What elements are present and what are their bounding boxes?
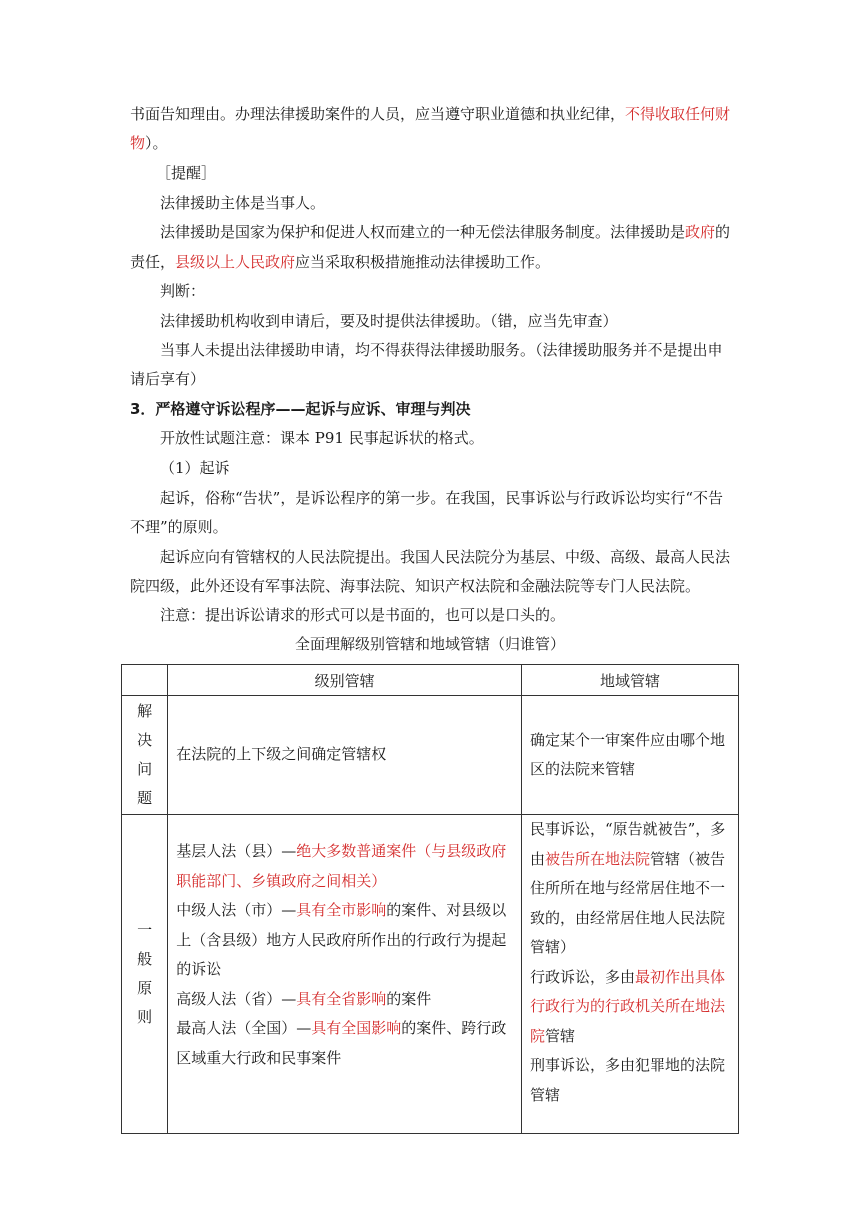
cell-line: 管辖 [529, 1085, 560, 1104]
header-cell: 地域管辖 [521, 665, 738, 696]
text: 基层人法（县）— [176, 842, 297, 860]
label-char: 一 [137, 921, 153, 939]
highlight-text: 政府 [685, 223, 716, 241]
paragraph-line: 不理”的原则。 [130, 518, 228, 536]
label-char: 决 [137, 731, 153, 749]
text: 最高人法（全国）— [176, 1019, 312, 1037]
highlight-text: 具有全国影响 [311, 1019, 402, 1037]
highlight-text: 院 [529, 1026, 545, 1045]
text: 的 [715, 223, 731, 241]
jurisdiction-table [121, 664, 739, 1134]
judge-item-cont: 请后享有） [130, 370, 206, 388]
paragraph-line: 起诉，俗称“告状”，是诉讼程序的第一步。在我国，民事诉讼与行政诉讼均实行“不告 [160, 489, 724, 507]
table-cell [521, 696, 738, 815]
cell-line [530, 963, 730, 993]
section-title: 3．严格遵守诉讼程序——起诉与应诉、审理与判决 [130, 400, 471, 418]
label-char: 则 [137, 1008, 153, 1026]
table-caption: 全面理解级别管辖和地域管辖（归谁管） [294, 635, 565, 653]
cell-line: 刑事诉讼，多由犯罪地的法院 [529, 1056, 725, 1074]
table-cell: 在法院的上下级之间确定管辖权 [168, 696, 522, 815]
highlight-text: 不得收取任何财 [625, 105, 731, 123]
table-header-row [122, 665, 739, 696]
note-open: 开放性试题注意：课本 P91 民事起诉状的格式。 [160, 429, 484, 447]
text: 中级人法（市）— [176, 901, 297, 919]
table-row [122, 696, 739, 815]
reminder-heading: ［提醒］ [156, 164, 217, 182]
paragraph-line [130, 252, 550, 272]
cell-line: 管辖） [529, 938, 575, 956]
highlight-text: 具有全市影响 [296, 901, 387, 919]
judge-heading: 判断： [160, 282, 206, 300]
label-char: 问 [137, 760, 153, 778]
paragraph-line: 院四级，此外还设有军事法院、海事法院、知识产权法院和金融法院等专门人民法院。 [130, 577, 701, 595]
subheading: （1）起诉 [160, 459, 230, 477]
label-char: 解 [137, 702, 153, 720]
cell-line [176, 1014, 513, 1044]
highlight-text: 被告所在地法院 [544, 849, 650, 868]
cell-line: 民事诉讼，“原告就被告”，多 [529, 820, 726, 838]
text: 的案件、对县级以 [386, 901, 507, 919]
table-row [122, 815, 739, 1134]
text: 管辖（被告 [649, 849, 725, 868]
label-char: 般 [137, 950, 153, 968]
reminder-subject: 法律援助主体是当事人。 [160, 194, 326, 212]
cell-line: 住所所在地与经常居住地不一 [529, 879, 725, 897]
label-char: 原 [137, 979, 153, 997]
cell-line [176, 896, 513, 926]
text: 行政诉讼，多由 [529, 967, 635, 986]
row-label [122, 696, 168, 815]
cell-line: 区域重大行政和民事案件 [176, 1048, 342, 1067]
paragraph-line: 起诉应向有管辖权的人民法院提出。我国人民法院分为基层、中级、高级、最高人民法 [160, 548, 731, 566]
row-label [122, 815, 168, 1134]
cell-line [530, 845, 730, 875]
table-cell [168, 815, 522, 1134]
text: 管辖 [544, 1026, 575, 1045]
cell-line: 上（含县级）地方人民政府所作出的行政行为提起 [176, 930, 507, 949]
paragraph-line [130, 104, 730, 124]
text: 由 [529, 849, 545, 868]
text: 高级人法（省）— [176, 989, 297, 1008]
header-cell: 级别管辖 [168, 665, 522, 696]
cell-line [176, 837, 513, 867]
text: 法律援助是国家为保护和促进人权而建立的一种无偿法律服务制度。法律援助是 [160, 223, 686, 241]
text: 应当采取积极措施推动法律援助工作。 [295, 253, 551, 271]
judge-item: 当事人未提出法律援助申请，均不得获得法律援助服务。（法律援助服务并不是提出申 [160, 341, 723, 359]
highlight-text: 县级以上人民政府 [175, 253, 296, 271]
table-cell [521, 815, 738, 1134]
cell-line: 行政行为的行政机关所在地法 [529, 997, 725, 1015]
text: 责任， [130, 253, 176, 271]
cell-line: 职能部门、乡镇政府之间相关） [176, 871, 387, 890]
judge-item: 法律援助机构收到申请后，要及时提供法律援助。（错，应当先审查） [160, 312, 618, 330]
highlight-text: 最初作出具体 [634, 967, 725, 986]
text: ）。 [145, 134, 168, 152]
highlight-text: 绝大多数普通案件（与县级政府 [296, 842, 507, 860]
header-cell [122, 665, 168, 696]
cell-line: 确定某个一审案件应由哪个地 [529, 730, 725, 749]
text: 的案件 [386, 989, 432, 1008]
paragraph-line [160, 222, 730, 242]
text: 的案件、跨行政 [401, 1019, 507, 1037]
paragraph-line [130, 133, 168, 153]
cell-line [176, 985, 513, 1015]
highlight-text: 具有全省影响 [296, 989, 387, 1008]
cell-line [530, 1022, 730, 1052]
cell-line: 的诉讼 [176, 960, 222, 978]
text: 书面告知理由。办理法律援助案件的人员，应当遵守职业道德和执业纪律， [130, 105, 626, 123]
label-char: 题 [137, 789, 153, 807]
cell-line: 区的法院来管辖 [529, 760, 635, 778]
cell-line: 致的，由经常居住地人民法院 [529, 908, 725, 927]
note: 注意：提出诉讼请求的形式可以是书面的，也可以是口头的。 [160, 606, 566, 624]
highlight-text: 物 [130, 134, 146, 152]
